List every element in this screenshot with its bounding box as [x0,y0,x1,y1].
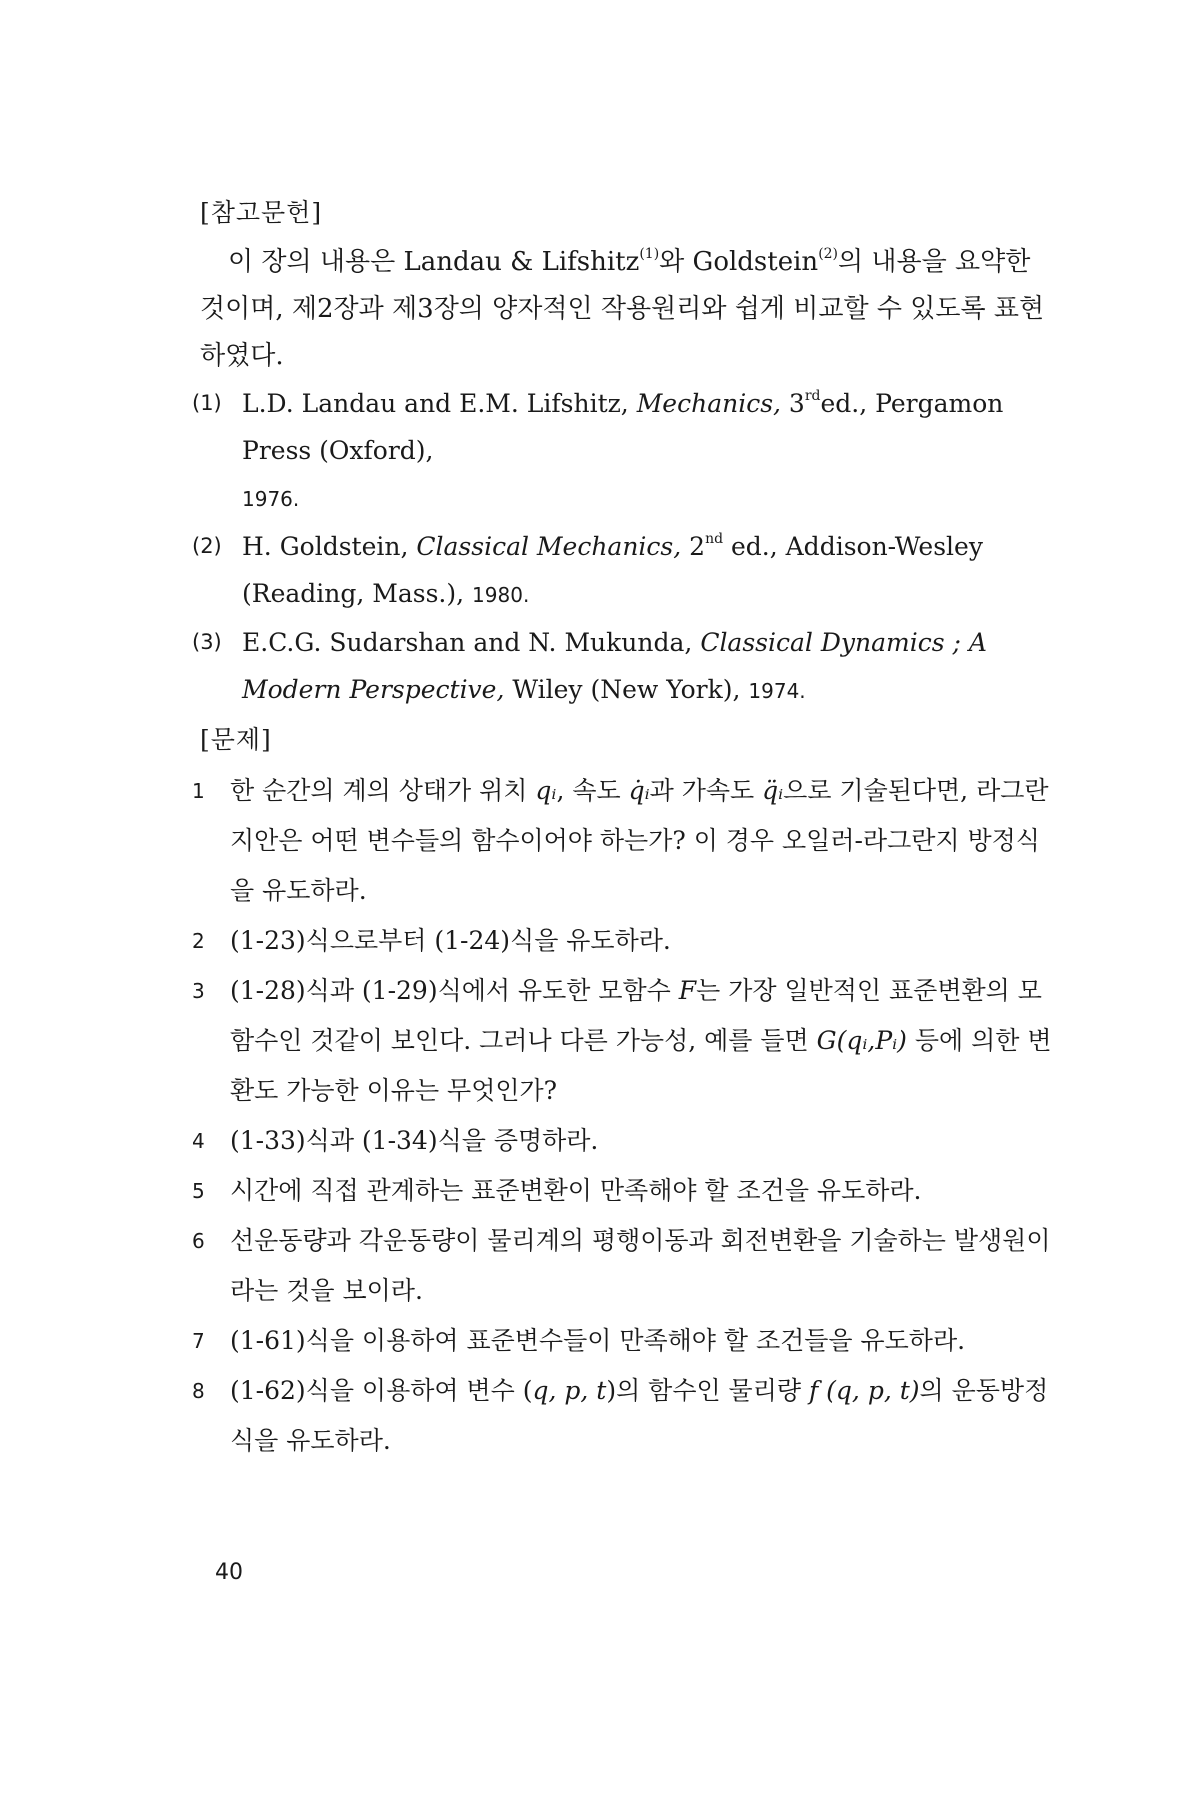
reference-year: 1976. [242,487,300,511]
problem-text: (1-62)식을 이용하여 변수 ( [230,1376,533,1405]
problem-number: 8 [192,1379,205,1403]
reference-authors: H. Goldstein, [242,532,417,561]
problem-item [192,966,1060,1116]
reference-year: 1974. [748,679,806,703]
problem-item [192,1116,1060,1166]
problem-number: 5 [192,1179,205,1203]
reference-year: 1980. [472,583,530,607]
problem-item [192,1316,1060,1366]
problem-text: 으로 기술된다면, 라그란지안은 어떤 변수들의 함수이어야 하는가? 이 경우 오일러-라그란지 방정식을 유도하라. [230,776,1049,905]
math-expression: q̈ᵢ [762,776,784,805]
problem-item [192,1216,1060,1316]
references-intro [200,239,1060,380]
problems-heading: [문제] [200,725,272,754]
problem-number: 7 [192,1329,205,1353]
reference-number: (3) [192,630,222,654]
math-expression: qᵢ [535,776,557,805]
problem-item [192,916,1060,966]
problem-text: 의 운동방정식을 유도하라. [230,1376,1049,1455]
reference-edition-suffix: rd [804,388,821,404]
reference-edition: 2 [681,532,706,561]
problem-item [192,1166,1060,1216]
reference-authors: L.D. Landau and E.M. Lifshitz, [242,389,637,418]
reference-item [192,523,1060,619]
math-expression: q̇ᵢ [628,776,650,805]
problem-text: (1-33)식과 (1-34)식을 증명하라. [230,1126,599,1155]
intro-text-1: 이 장의 내용은 Landau & Lifshitz [228,247,640,277]
problem-text: (1-61)식을 이용하여 표준변수들이 만족해야 할 조건들을 유도하라. [230,1326,966,1355]
problem-number: 4 [192,1129,205,1153]
references-section [192,193,1060,715]
math-expression: q, p, t [532,1376,607,1405]
problem-text: )의 함수인 물리량 [606,1376,809,1405]
reference-title: Classical Dynamics ; A Modern Perspective, [242,628,987,704]
footnote-ref-1: (1) [639,246,660,262]
math-expression: f (q, p, t) [808,1376,920,1405]
reference-title: Mechanics, [636,389,781,418]
reference-number: (2) [192,534,222,558]
reference-list [192,380,1060,715]
problem-number: 2 [192,929,205,953]
reference-publisher: Wiley (New York), [504,675,741,704]
problem-text: (1-28)식과 (1-29)식에서 유도한 모함수 [230,976,679,1005]
problem-text: 과 가속도 [649,776,763,805]
problem-text: 한 순간의 계의 상태가 위치 [230,776,536,805]
intro-text-2: 와 Goldstein [659,247,819,277]
problems-section [192,720,1060,1466]
problem-text: , 속도 [556,776,629,805]
problem-number: 6 [192,1229,205,1253]
reference-item [192,380,1060,523]
problem-item [192,1366,1060,1466]
page-number: 40 [215,1560,243,1585]
math-expression: G(qᵢ,Pᵢ) [816,1026,907,1055]
reference-number: (1) [192,391,222,415]
problem-item [192,766,1060,916]
problem-text: 시간에 직접 관계하는 표준변환이 만족해야 할 조건을 유도하라. [230,1176,922,1205]
problem-text: 는 가장 일반적인 표준변환의 모함수인 것같이 보인다. 그러나 다른 가능성, 예를 들면 [230,976,1042,1055]
intro-text-3: 의 내용을 요약한 것이며, 제2장과 제3장의 양자적인 작용원리와 쉽게 비교할 수 있도록 표현하였다. [200,247,1045,371]
reference-title: Classical Mechanics, [416,532,682,561]
problem-number: 3 [192,979,205,1003]
reference-authors: E.C.G. Sudarshan and N. Mukunda, [242,628,701,657]
footnote-ref-2: (2) [818,246,839,262]
problem-list [192,766,1060,1466]
reference-publisher: ed., Pergamon Press (Oxford), [242,389,1004,465]
reference-edition: 3 [780,389,805,418]
references-heading: [참고문헌] [200,198,323,227]
reference-edition-suffix: nd [705,531,724,547]
problem-text: 선운동량과 각운동량이 물리계의 평행이동과 회전변환을 기술하는 발생원이라는 것을 보이라. [230,1226,1051,1305]
problem-text: 등에 의한 변환도 가능한 이유는 무엇인가? [230,1026,1052,1105]
problem-number: 1 [192,779,205,803]
math-expression: F [678,976,697,1005]
reference-publisher: ed., Addison-Wesley (Reading, Mass.), [242,532,983,608]
problem-text: (1-23)식으로부터 (1-24)식을 유도하라. [230,926,671,955]
reference-item [192,619,1060,715]
